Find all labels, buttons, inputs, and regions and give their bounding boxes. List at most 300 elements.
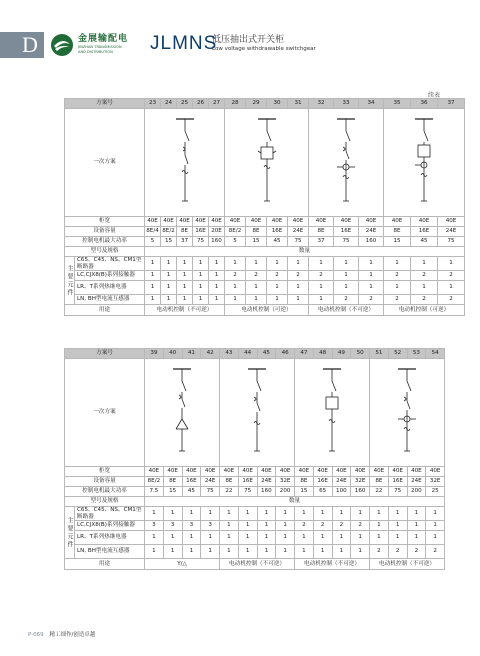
cell: 1 (351, 531, 370, 545)
cell: 1 (238, 521, 257, 531)
scheme-no: 45 (257, 349, 276, 359)
usage-label: 用途 (65, 559, 145, 570)
cell: 2 (288, 271, 309, 281)
cell: 75 (334, 237, 359, 247)
model-spec-label: 型号及规格 (65, 497, 145, 507)
cell: 1 (193, 271, 209, 281)
cell: 1 (145, 295, 161, 305)
cell: 1 (177, 295, 193, 305)
cell: 1 (411, 257, 438, 271)
cell: 1 (161, 271, 177, 281)
brand-name (78, 34, 148, 56)
cell: 1 (313, 545, 332, 559)
cell: 8E (246, 227, 267, 237)
cell: 1 (288, 281, 309, 295)
page-number: P-069 (28, 632, 44, 638)
cell: 1 (276, 531, 295, 545)
scheme-no: 42 (201, 349, 220, 359)
cell: 40E (351, 467, 370, 477)
cell: 65 (313, 487, 332, 497)
cabinet-row (65, 217, 465, 227)
cell: 15 (163, 487, 182, 497)
cell: 1 (225, 295, 246, 305)
cell: 1 (220, 545, 239, 559)
cell: 45 (182, 487, 201, 497)
cell: 1 (332, 507, 351, 521)
motor-ct-diagram-icon (331, 117, 361, 207)
cell: 1 (313, 507, 332, 521)
cell: 75 (438, 237, 465, 247)
cell: 2 (309, 271, 334, 281)
scheme-no: 31 (288, 99, 309, 109)
cell: 2 (295, 521, 314, 531)
cell: 1 (145, 531, 164, 545)
cell: 1 (411, 281, 438, 295)
cell: 1 (209, 281, 225, 295)
cell: 1 (267, 257, 288, 271)
cell: 8E (370, 477, 389, 487)
cell: 15 (246, 237, 267, 247)
cell: 40E (276, 467, 295, 477)
circuit-diagram (145, 359, 220, 467)
circuit-diagram (370, 359, 445, 467)
cell: 40E (411, 217, 438, 227)
cell: 1 (238, 507, 257, 521)
cell: 1 (145, 545, 164, 559)
cell: 1 (220, 531, 239, 545)
cell: 40E (182, 467, 201, 477)
scheme-no: 48 (313, 349, 332, 359)
breaker-label: C65、C45、NS、CM1型断路器 (75, 507, 145, 521)
cell: 3 (201, 521, 220, 531)
product-title-en: Low voltage withdrawable switchgear (212, 46, 316, 52)
cell: 1 (257, 531, 276, 545)
scheme-no: 23 (145, 99, 161, 109)
cell: 1 (193, 295, 209, 305)
cell: 1 (407, 507, 426, 521)
cell: 2 (384, 295, 411, 305)
cell: 1 (201, 531, 220, 545)
scheme-no: 32 (309, 99, 334, 109)
cell: 1 (193, 281, 209, 295)
scheme-no: 24 (161, 99, 177, 109)
cell: 40E (257, 467, 276, 477)
ct-label: LN, BH型电流互感器 (75, 545, 145, 559)
cell: 1 (246, 257, 267, 271)
cell: 2 (411, 295, 438, 305)
circuit-diagram (309, 109, 384, 217)
quantity-label: 数量 (145, 247, 465, 257)
brand-name-cn: 金展输配电 (78, 34, 129, 44)
cell: 1 (145, 257, 161, 271)
cell: 40E (426, 467, 445, 477)
contactor-row (65, 271, 465, 281)
cell: 7.5 (145, 487, 164, 497)
cell: 75 (193, 237, 209, 247)
cell: 1 (388, 507, 407, 521)
cell: 40E (161, 217, 177, 227)
contactor-label: LC,CJX8(B)系列接触器 (75, 521, 145, 531)
cell: 2 (246, 271, 267, 281)
motor-ct-diagram-icon (392, 367, 422, 457)
scheme-no: 40 (163, 349, 182, 359)
cell: 8E/2 (225, 227, 246, 237)
cell: 16E (193, 227, 209, 237)
rated-current-row (65, 227, 465, 237)
cell: 1 (359, 281, 384, 295)
cell: 1 (384, 257, 411, 271)
cell: 37 (309, 237, 334, 247)
cell: 40E (145, 467, 164, 477)
scheme-no: 54 (426, 349, 445, 359)
rated-current-row (65, 477, 445, 487)
cell: 1 (163, 507, 182, 521)
cell: 40E (220, 467, 239, 477)
cell: 1 (201, 545, 220, 559)
company-logo-icon (50, 33, 74, 57)
cell: 2 (351, 521, 370, 531)
scheme-no: 43 (220, 349, 239, 359)
cell: 1 (238, 531, 257, 545)
cell: 75 (201, 487, 220, 497)
cell: 40E (370, 467, 389, 477)
cell: 5 (145, 237, 161, 247)
cell: 1 (257, 521, 276, 531)
cell: 8E/2 (161, 227, 177, 237)
cell: 40E (407, 467, 426, 477)
contactor-label: LC,CJX8(B)系列接触器 (75, 271, 145, 281)
cell: 1 (145, 271, 161, 281)
cell: 2 (332, 521, 351, 531)
scheme-no: 36 (411, 99, 438, 109)
cell: 40E (438, 217, 465, 227)
cell: 15 (295, 487, 314, 497)
motor-control-diagram-icon (244, 367, 270, 457)
cell: 160 (209, 237, 225, 247)
model-spec-row (65, 497, 445, 507)
cell: 1 (276, 507, 295, 521)
cell: 8E/4 (145, 227, 161, 237)
primary-scheme-label: 一次方案 (65, 359, 145, 467)
cell: 40E (288, 217, 309, 227)
cell: 1 (257, 545, 276, 559)
primary-scheme-row (65, 109, 465, 217)
cell: 1 (201, 507, 220, 521)
scheme-no: 34 (359, 99, 384, 109)
brand-name-en-1: JINZHAN TRANSMISSION (78, 45, 122, 49)
cell: 40E (334, 217, 359, 227)
cell: 1 (267, 295, 288, 305)
contactor-row (65, 521, 445, 531)
scheme-no: 49 (332, 349, 351, 359)
cell: 40E (332, 467, 351, 477)
usage-cell: 电动机控制（不可逆） (370, 559, 445, 570)
cell: 40E (267, 217, 288, 227)
cell: 2 (313, 521, 332, 531)
reversing-motor-diagram-icon (317, 367, 347, 457)
usage-row (65, 559, 445, 570)
cell: 1 (161, 295, 177, 305)
usage-cell: 电动机控制（不可逆） (145, 305, 225, 316)
cell: 8E (384, 227, 411, 237)
cell: 1 (177, 257, 193, 271)
cabinet-label: 柜宽 (65, 217, 145, 227)
cell: 1 (334, 271, 359, 281)
cell: 1 (177, 281, 193, 295)
cell: 75 (238, 487, 257, 497)
cell: 160 (359, 237, 384, 247)
cell: 20E (209, 227, 225, 237)
relay-label: LR、T系列热继电器 (75, 281, 145, 295)
cell: 1 (438, 281, 465, 295)
circuit-diagram (145, 109, 225, 217)
scheme-no: 50 (351, 349, 370, 359)
main-components-label: 主要元件 (65, 257, 75, 305)
cell: 40E (309, 217, 334, 227)
cell: 1 (384, 281, 411, 295)
cell: 1 (426, 531, 445, 545)
scheme-no: 33 (334, 99, 359, 109)
scheme-no: 28 (225, 99, 246, 109)
scheme-no: 51 (370, 349, 389, 359)
cell: 40E (225, 217, 246, 227)
cell: 40E (145, 217, 161, 227)
cell: 1 (209, 257, 225, 271)
model-spec-label: 型号及规格 (65, 247, 145, 257)
cell: 160 (257, 487, 276, 497)
cell: 1 (288, 295, 309, 305)
cell: 2 (384, 271, 411, 281)
cell: 1 (370, 507, 389, 521)
cell: 1 (225, 281, 246, 295)
cell: 15 (161, 237, 177, 247)
ct-row (65, 545, 445, 559)
brand-name-en-2: AND DISTRIBUTION (78, 49, 113, 54)
cell: 45 (267, 237, 288, 247)
circuit-diagram (384, 109, 465, 217)
cell: 1 (225, 257, 246, 271)
cell: 40E (201, 467, 220, 477)
cell: 16E (411, 227, 438, 237)
cell: 1 (246, 295, 267, 305)
cell: 1 (334, 257, 359, 271)
cell: 16E (313, 477, 332, 487)
motor-power-label: 控制电机最大功率 (65, 237, 145, 247)
motor-power-label: 控制电机最大功率 (65, 487, 145, 497)
cell: 1 (276, 545, 295, 559)
cell: 24E (332, 477, 351, 487)
cell: 2 (359, 295, 384, 305)
cell: 1 (309, 295, 334, 305)
cell: 1 (359, 271, 384, 281)
cell: 2 (225, 271, 246, 281)
cell: 1 (309, 257, 334, 271)
cell: 1 (182, 545, 201, 559)
scheme-no: 41 (182, 349, 201, 359)
cell: 40E (177, 217, 193, 227)
cell: 1 (407, 531, 426, 545)
cell: 40E (163, 467, 182, 477)
cell: 1 (209, 271, 225, 281)
cell: 1 (426, 521, 445, 531)
cell: 24E (359, 227, 384, 237)
usage-row (65, 305, 465, 316)
page-footer (28, 630, 95, 638)
cell: 75 (388, 487, 407, 497)
cell: 200 (276, 487, 295, 497)
cell: 16E (182, 477, 201, 487)
cell: 1 (407, 521, 426, 531)
cell: 8E (309, 227, 334, 237)
cell: 32E (276, 477, 295, 487)
cell: 40E (295, 467, 314, 477)
usage-cell: 电动机控制（不可逆） (309, 305, 384, 316)
breaker-contactor-relay-diagram-icon (174, 117, 196, 207)
breaker-label: C65、C45、NS、CM1型断路器 (75, 257, 145, 271)
cell: 32E (426, 477, 445, 487)
cell: 1 (351, 545, 370, 559)
cell: 1 (161, 281, 177, 295)
cell: 1 (309, 281, 334, 295)
cell: 1 (438, 257, 465, 271)
page-header (0, 32, 480, 58)
cell: 1 (145, 507, 164, 521)
cell: 16E (238, 477, 257, 487)
cell: 1 (426, 507, 445, 521)
ct-row (65, 295, 465, 305)
cell: 15 (384, 237, 411, 247)
cell: 1 (209, 295, 225, 305)
scheme-no: 47 (295, 349, 314, 359)
cell: 1 (220, 507, 239, 521)
circuit-diagram (225, 109, 309, 217)
section-tab (0, 32, 44, 58)
cell: 1 (163, 545, 182, 559)
cell: 1 (359, 257, 384, 271)
cell: 1 (238, 545, 257, 559)
cell: 1 (220, 521, 239, 531)
cell: 8E (220, 477, 239, 487)
cell: 8E (295, 477, 314, 487)
cell: 16E (388, 477, 407, 487)
usage-label: 用途 (65, 305, 145, 316)
circuit-diagram (295, 359, 370, 467)
product-title-cn: 低压抽出式开关柜 (212, 35, 285, 45)
scheme-no: 35 (384, 99, 411, 109)
scheme-no: 46 (276, 349, 295, 359)
cell: 24E (407, 477, 426, 487)
cell: 40E (238, 467, 257, 477)
cell: 1 (313, 531, 332, 545)
cell: 40E (384, 217, 411, 227)
cell: 100 (332, 487, 351, 497)
usage-cell: 电动机控制（可逆） (384, 305, 465, 316)
ct-label: LN, BH型电流互感器 (75, 295, 145, 305)
scheme-no-label: 方案号 (65, 99, 145, 109)
cell: 1 (145, 281, 161, 295)
relay-label: LR、T系列热继电器 (75, 531, 145, 545)
scheme-table-1 (64, 98, 465, 316)
cell: 2 (370, 545, 389, 559)
continued-label: 续表 (428, 92, 441, 99)
cell: 40E (313, 467, 332, 477)
scheme-no: 53 (407, 349, 426, 359)
cell: 1 (351, 507, 370, 521)
cell: 16E (267, 227, 288, 237)
cell: 40E (209, 217, 225, 227)
cell: 16E (334, 227, 359, 237)
cell: 24E (201, 477, 220, 487)
scheme-no: 27 (209, 99, 225, 109)
breaker-row (65, 257, 465, 271)
cell: 160 (351, 487, 370, 497)
cell: 37 (177, 237, 193, 247)
cell: 1 (257, 507, 276, 521)
cell: 75 (288, 237, 309, 247)
scheme-number-row (65, 99, 465, 109)
cell: 1 (161, 257, 177, 271)
scheme-number-row (65, 349, 445, 359)
cell: 1 (193, 257, 209, 271)
usage-cell: Y/△ (145, 559, 220, 570)
cell: 1 (332, 531, 351, 545)
cell: 1 (267, 281, 288, 295)
scheme-no: 39 (145, 349, 164, 359)
cell: 1 (295, 545, 314, 559)
rated-current-label: 设备容量 (65, 227, 145, 237)
cell: 1 (370, 521, 389, 531)
scheme-no: 44 (238, 349, 257, 359)
cell: 45 (411, 237, 438, 247)
reversing-motor-diagram-icon (252, 117, 282, 207)
cell: 200 (407, 487, 426, 497)
cell: 1 (182, 507, 201, 521)
usage-cell: 电动机控制（不可逆） (295, 559, 370, 570)
main-components-label: 主要元件 (65, 507, 75, 559)
cell: 1 (332, 545, 351, 559)
cell: 40E (246, 217, 267, 227)
cabinet-row (65, 467, 445, 477)
motor-power-row (65, 487, 445, 497)
cell: 1 (370, 531, 389, 545)
cell: 32E (351, 477, 370, 487)
motor-power-row (65, 237, 465, 247)
cell: 8E (177, 227, 193, 237)
cell: 2 (438, 295, 465, 305)
cell: 1 (388, 531, 407, 545)
cell: 2 (407, 545, 426, 559)
cell: 40E (359, 217, 384, 227)
cell: 22 (370, 487, 389, 497)
section-letter: D (22, 32, 38, 57)
cell: 1 (388, 521, 407, 531)
cell: 2 (388, 545, 407, 559)
breaker-row (65, 507, 445, 521)
primary-scheme-row (65, 359, 445, 467)
scheme-no: 37 (438, 99, 465, 109)
cell: 1 (163, 531, 182, 545)
cell: 8E (163, 477, 182, 487)
quantity-label: 数量 (145, 497, 445, 507)
cell: 5 (225, 237, 246, 247)
usage-cell: 电动机控制（不可逆） (220, 559, 295, 570)
scheme-no: 29 (246, 99, 267, 109)
scheme-no-label: 方案号 (65, 349, 145, 359)
cell: 2 (267, 271, 288, 281)
cell: 3 (182, 521, 201, 531)
cell: 1 (177, 271, 193, 281)
cell: 3 (163, 521, 182, 531)
